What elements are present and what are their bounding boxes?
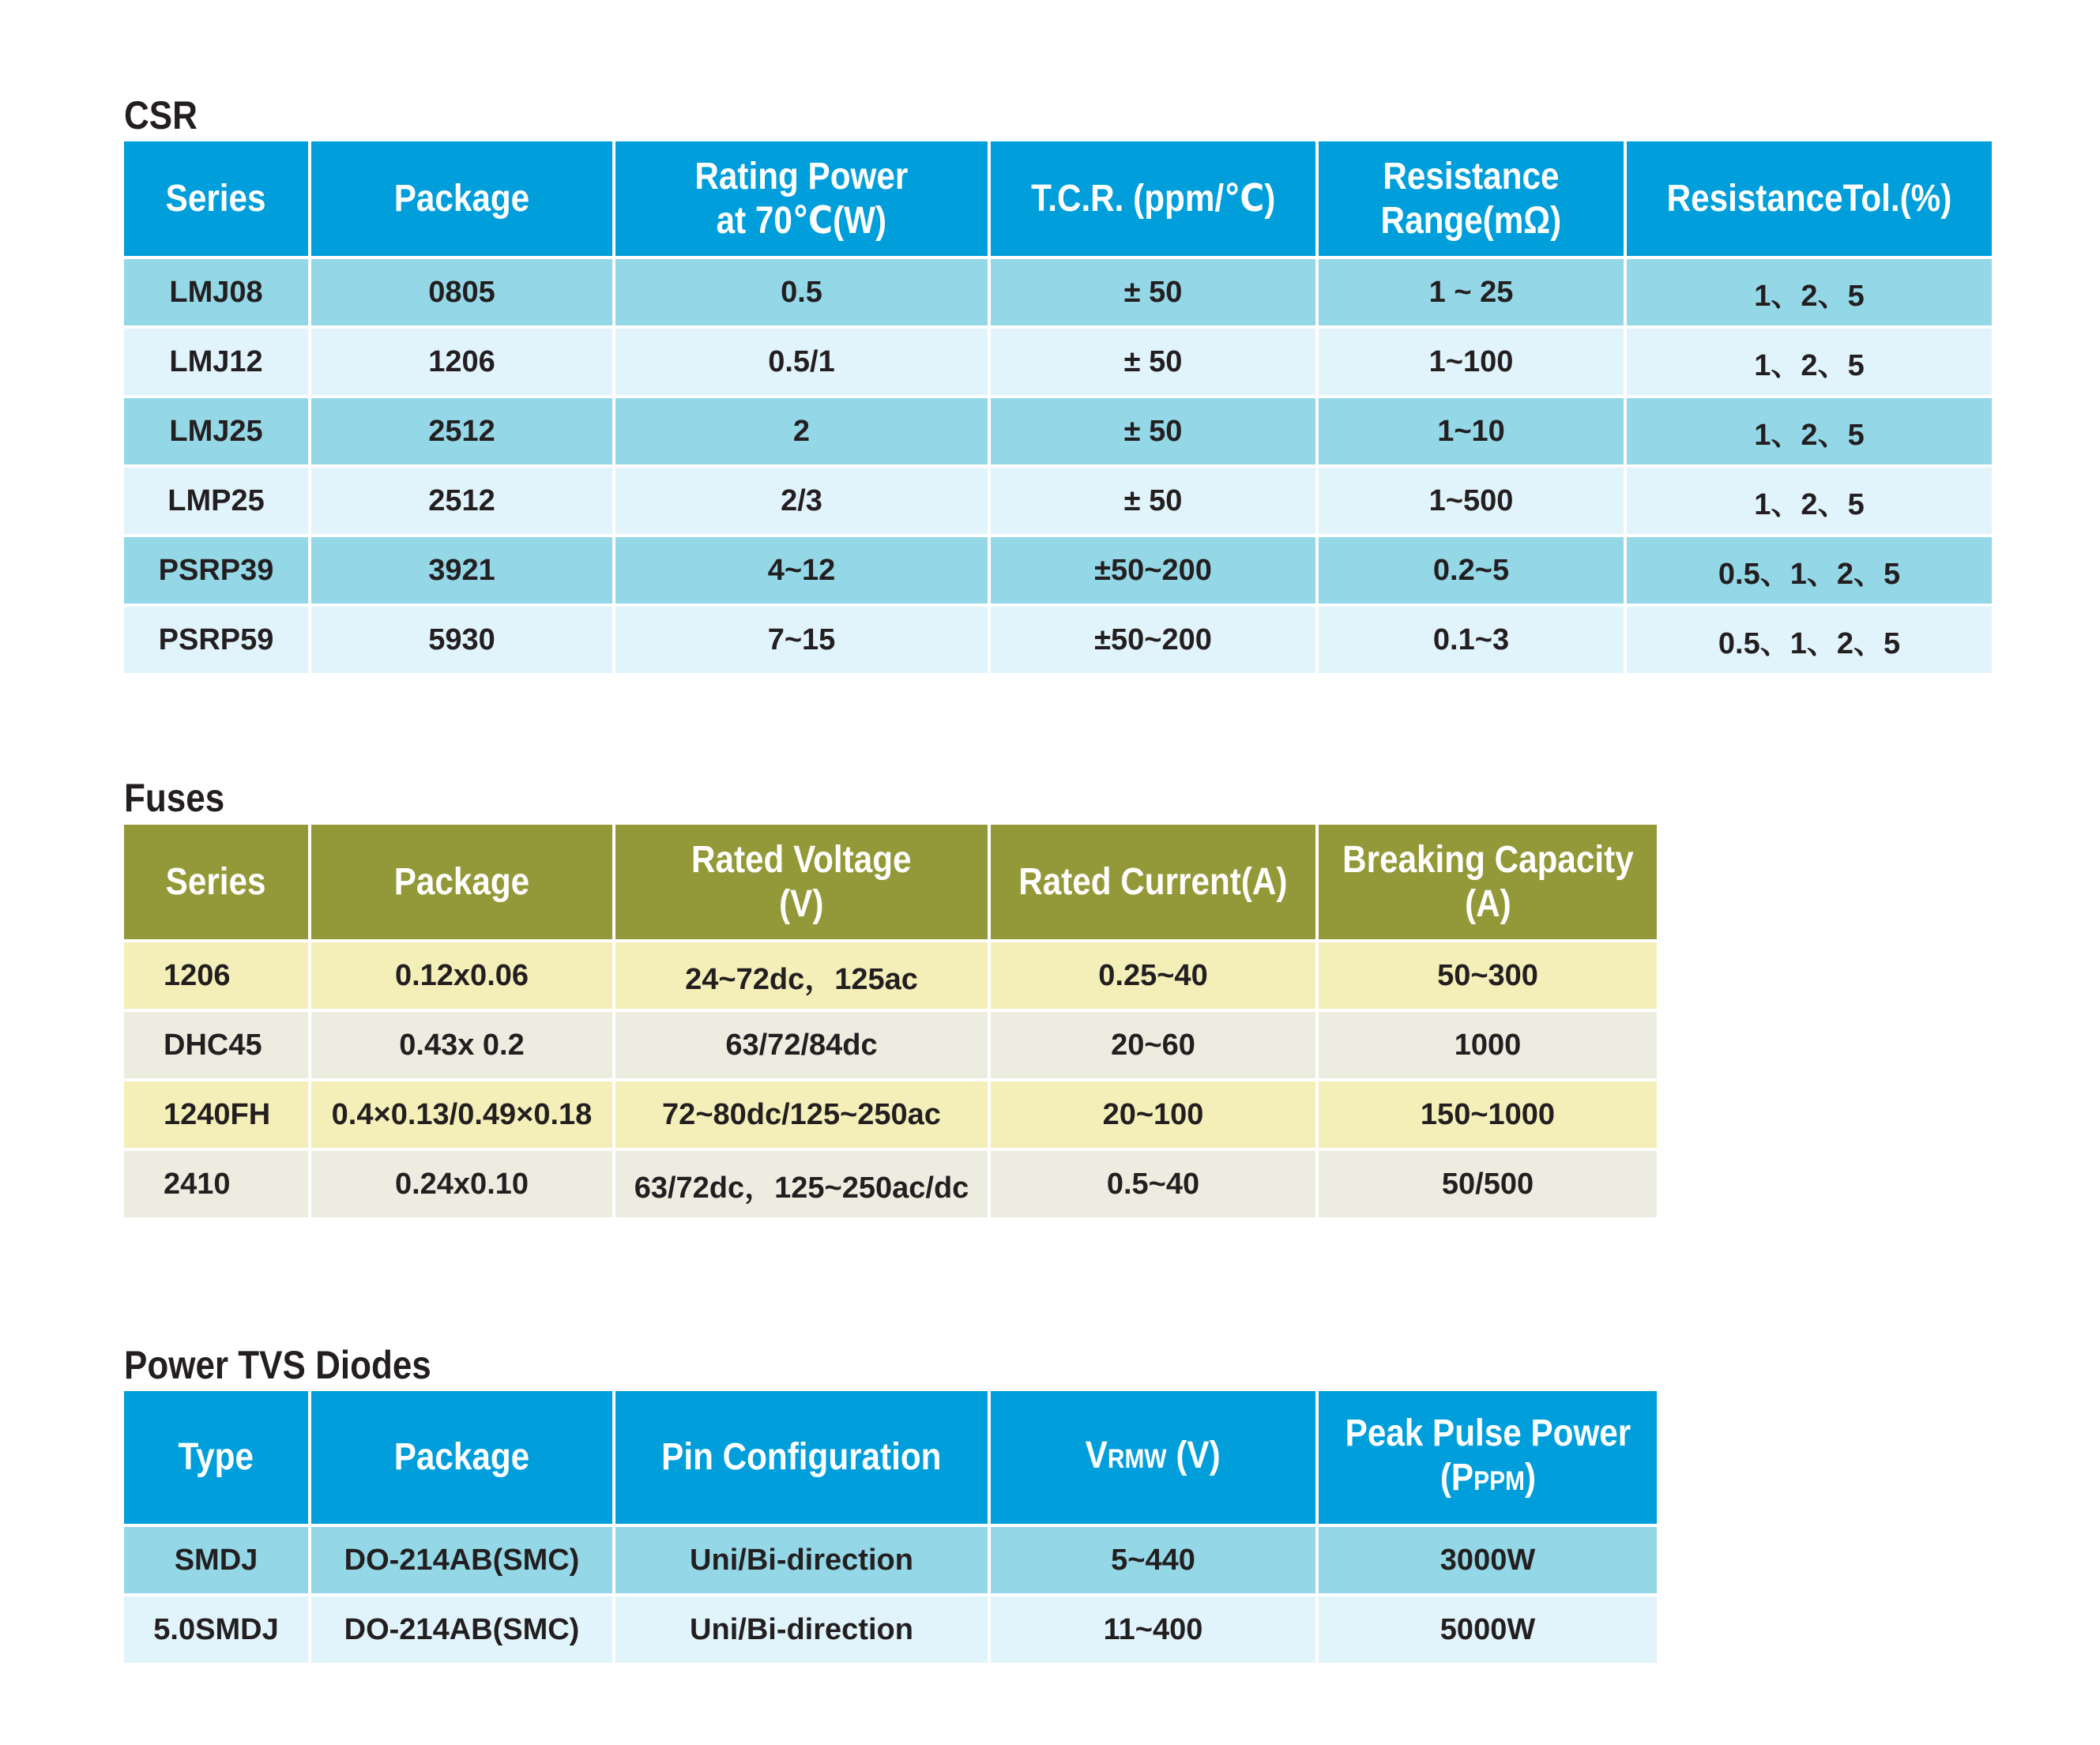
- csr-cell-range: 1~10: [1317, 397, 1625, 466]
- table-row: [124, 1525, 1657, 1595]
- csr-cell-power: 0.5/1: [614, 327, 989, 397]
- csr-cell-tol: 1、2、5: [1625, 327, 1992, 397]
- csr-cell-series: LMJ08: [124, 258, 310, 327]
- csr-header-tcr: T.C.R. (ppm/℃): [989, 141, 1317, 258]
- table-row: [124, 1595, 1657, 1663]
- tvs-cell-vrmw: 11~400: [989, 1595, 1317, 1663]
- csr-cell-range: 1~500: [1317, 466, 1625, 536]
- fuses-header-row: [124, 825, 1657, 941]
- csr-cell-series: LMJ25: [124, 397, 310, 466]
- fuses-cell-series: 1240FH: [124, 1080, 310, 1149]
- csr-header-resistance-range: Resistance Range(mΩ): [1317, 141, 1625, 258]
- csr-cell-power: 2: [614, 397, 989, 466]
- fuses-cell-breaking: 1000: [1317, 1010, 1657, 1080]
- csr-cell-package: 2512: [310, 397, 614, 466]
- table-row: [124, 1010, 1657, 1080]
- tvs-cell-package: DO-214AB(SMC): [310, 1525, 614, 1595]
- fuses-cell-package: 0.4×0.13/0.49×0.18: [310, 1080, 614, 1149]
- csr-section-title: CSR: [124, 93, 198, 137]
- fuses-section-title: Fuses: [124, 776, 225, 820]
- fuses-cell-series: DHC45: [124, 1010, 310, 1080]
- fuses-cell-current: 0.25~40: [989, 941, 1317, 1010]
- tvs-cell-vrmw: 5~440: [989, 1525, 1317, 1595]
- csr-cell-package: 0805: [310, 258, 614, 327]
- tvs-header-type: Type: [124, 1391, 310, 1525]
- fuses-header-rated-current: Rated Current(A): [989, 825, 1317, 941]
- csr-cell-range: 1 ~ 25: [1317, 258, 1625, 327]
- fuses-header-package: Package: [310, 825, 614, 941]
- tvs-cell-peak: 5000W: [1317, 1595, 1657, 1663]
- tvs-cell-peak: 3000W: [1317, 1525, 1657, 1595]
- csr-cell-range: 0.1~3: [1317, 605, 1625, 673]
- fuses-cell-breaking: 50/500: [1317, 1149, 1657, 1217]
- tvs-cell-type: SMDJ: [124, 1525, 310, 1595]
- fuses-cell-current: 20~100: [989, 1080, 1317, 1149]
- csr-cell-tol: 0.5、1、2、5: [1625, 605, 1992, 673]
- csr-cell-tol: 1、2、5: [1625, 258, 1992, 327]
- csr-header-resistance-tol: ResistanceTol.(%): [1625, 141, 1992, 258]
- csr-cell-series: LMP25: [124, 466, 310, 536]
- fuses-header-series: Series: [124, 825, 310, 941]
- csr-header-rating-power: Rating Power at 70℃(W): [614, 141, 989, 258]
- table-row: [124, 397, 1992, 466]
- csr-cell-series: LMJ12: [124, 327, 310, 397]
- csr-cell-power: 2/3: [614, 466, 989, 536]
- fuses-cell-breaking: 150~1000: [1317, 1080, 1657, 1149]
- csr-cell-power: 4~12: [614, 536, 989, 605]
- csr-cell-tol: 1、2、5: [1625, 466, 1992, 536]
- csr-cell-tcr: ± 50: [989, 258, 1317, 327]
- fuses-table: [124, 825, 1657, 1217]
- fuses-cell-current: 0.5~40: [989, 1149, 1317, 1217]
- csr-cell-range: 0.2~5: [1317, 536, 1625, 605]
- csr-cell-tcr: ±50~200: [989, 536, 1317, 605]
- fuses-cell-voltage: 24~72dc，125ac: [614, 941, 989, 1010]
- tvs-cell-pin: Uni/Bi-direction: [614, 1595, 989, 1663]
- csr-cell-package: 2512: [310, 466, 614, 536]
- csr-header-row: [124, 141, 1992, 258]
- table-row: [124, 1149, 1657, 1217]
- tvs-header-package: Package: [310, 1391, 614, 1525]
- csr-cell-package: 3921: [310, 536, 614, 605]
- csr-cell-tcr: ± 50: [989, 466, 1317, 536]
- tvs-header-pin-configuration: Pin Configuration: [614, 1391, 989, 1525]
- fuses-cell-voltage: 63/72dc，125~250ac/dc: [614, 1149, 989, 1217]
- fuses-cell-series: 2410: [124, 1149, 310, 1217]
- table-row: [124, 327, 1992, 397]
- tvs-section-title: Power TVS Diodes: [124, 1343, 431, 1387]
- table-row: [124, 258, 1992, 327]
- fuses-cell-package: 0.24x0.10: [310, 1149, 614, 1217]
- csr-cell-tol: 1、2、5: [1625, 397, 1992, 466]
- csr-cell-series: PSRP39: [124, 536, 310, 605]
- csr-header-series: Series: [124, 141, 310, 258]
- tvs-cell-type: 5.0SMDJ: [124, 1595, 310, 1663]
- tvs-cell-pin: Uni/Bi-direction: [614, 1525, 989, 1595]
- fuses-header-breaking-capacity: Breaking Capacity (A): [1317, 825, 1657, 941]
- table-row: [124, 536, 1992, 605]
- fuses-cell-package: 0.12x0.06: [310, 941, 614, 1010]
- tvs-cell-package: DO-214AB(SMC): [310, 1595, 614, 1663]
- fuses-cell-voltage: 63/72/84dc: [614, 1010, 989, 1080]
- tvs-header-peak-pulse-power: Peak Pulse Power (PPPM): [1317, 1391, 1657, 1525]
- csr-header-package: Package: [310, 141, 614, 258]
- csr-table: [124, 141, 1992, 673]
- tvs-table: [124, 1391, 1657, 1663]
- csr-cell-range: 1~100: [1317, 327, 1625, 397]
- csr-cell-package: 5930: [310, 605, 614, 673]
- csr-cell-package: 1206: [310, 327, 614, 397]
- tvs-header-vrmw: VRMW (V): [989, 1391, 1317, 1525]
- tvs-header-row: [124, 1391, 1657, 1525]
- fuses-cell-package: 0.43x 0.2: [310, 1010, 614, 1080]
- csr-cell-tcr: ±50~200: [989, 605, 1317, 673]
- csr-cell-power: 7~15: [614, 605, 989, 673]
- fuses-cell-breaking: 50~300: [1317, 941, 1657, 1010]
- csr-cell-series: PSRP59: [124, 605, 310, 673]
- table-row: [124, 1080, 1657, 1149]
- csr-cell-tcr: ± 50: [989, 397, 1317, 466]
- csr-cell-tol: 0.5、1、2、5: [1625, 536, 1992, 605]
- fuses-cell-voltage: 72~80dc/125~250ac: [614, 1080, 989, 1149]
- fuses-cell-series: 1206: [124, 941, 310, 1010]
- table-row: [124, 466, 1992, 536]
- fuses-header-rated-voltage: Rated Voltage (V): [614, 825, 989, 941]
- csr-cell-tcr: ± 50: [989, 327, 1317, 397]
- csr-cell-power: 0.5: [614, 258, 989, 327]
- table-row: [124, 605, 1992, 673]
- table-row: [124, 941, 1657, 1010]
- fuses-cell-current: 20~60: [989, 1010, 1317, 1080]
